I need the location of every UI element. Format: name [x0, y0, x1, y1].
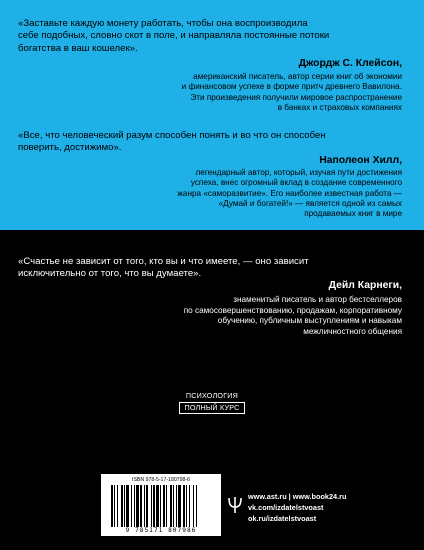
- quote-line: «Заставьте каждую монету работать, чтобы она воспроизводила: [18, 18, 308, 29]
- bio-line: успеха, внес огромный вклад в создание современного: [190, 178, 402, 188]
- bio-line: и финансовом успехе в форме притч древнего Вавилона.: [181, 82, 402, 92]
- barcode: [101, 474, 221, 536]
- barcode-bars-icon: [111, 485, 211, 527]
- bio-line: по самосовершенствованию, продажам, корпоративному: [183, 305, 402, 315]
- bio-line: продаваемых книг в мире: [304, 209, 402, 219]
- bio-clason: [182, 72, 402, 113]
- publisher-links: [248, 491, 346, 524]
- ean-digits: 9 785171 807986: [125, 527, 197, 534]
- series-label: [174, 390, 250, 414]
- bio-hill: [177, 168, 402, 219]
- link-vk[interactable]: vk.com/izdatelstvoast: [248, 503, 324, 512]
- quote-line: поверить, достижимо».: [18, 142, 122, 154]
- quote-hill: [18, 130, 404, 155]
- series-subtitle-box: ПОЛНЫЙ КУРС: [179, 402, 244, 414]
- publisher-psi-logo-icon: [228, 496, 242, 514]
- bio-carnegie: [184, 295, 402, 337]
- quote-line: богатства в ваш кошелек».: [18, 42, 138, 54]
- bio-line: знаменитый писатель и автор бестселлеров: [233, 295, 402, 304]
- bio-line: в банках и страховых компаниях: [277, 102, 402, 112]
- bio-line: Эти произведения получили мировое распространение: [190, 92, 402, 102]
- bio-line: американский писатель, автор серии книг об экономии: [193, 72, 402, 81]
- blue-panel: [0, 0, 424, 230]
- quote-line: себе подобных, словно скот в поле, и направляла постоянные потоки: [18, 30, 330, 42]
- bio-line: легендарный автор, который, изучая пути достижения: [195, 168, 402, 177]
- bio-line: межличностного общения: [303, 326, 402, 336]
- series-title: ПСИХОЛОГИЯ: [185, 391, 239, 400]
- bio-line: жанра «саморазвитие». Его наиболее известная работа —: [177, 188, 402, 198]
- quote-line: исключительно от того, что вы думаете».: [18, 268, 202, 280]
- link-ast-book24[interactable]: www.ast.ru | www.book24.ru: [248, 492, 347, 501]
- author-clason: Джордж С. Клейсон,: [298, 58, 402, 69]
- bio-line: «Думай и богатей!» — является одной из самых: [218, 198, 402, 208]
- isbn-text: ISBN 978-5-17-180798-6: [132, 477, 190, 483]
- quote-line: «Все, что человеческий разум способен понять и во что он способен: [18, 130, 326, 141]
- link-ok[interactable]: ok.ru/izdatelstvoast: [248, 514, 317, 523]
- quote-carnegie: [18, 256, 404, 281]
- author-carnegie: Дейл Карнеги,: [328, 280, 402, 291]
- bio-line: обучению, публичным выступлениям и навыкам: [217, 316, 402, 326]
- quote-clason: [18, 18, 404, 55]
- author-hill: Наполеон Хилл,: [319, 155, 402, 166]
- quote-line: «Счастье не зависит от того, кто вы и что имеете, — оно зависит: [18, 256, 309, 267]
